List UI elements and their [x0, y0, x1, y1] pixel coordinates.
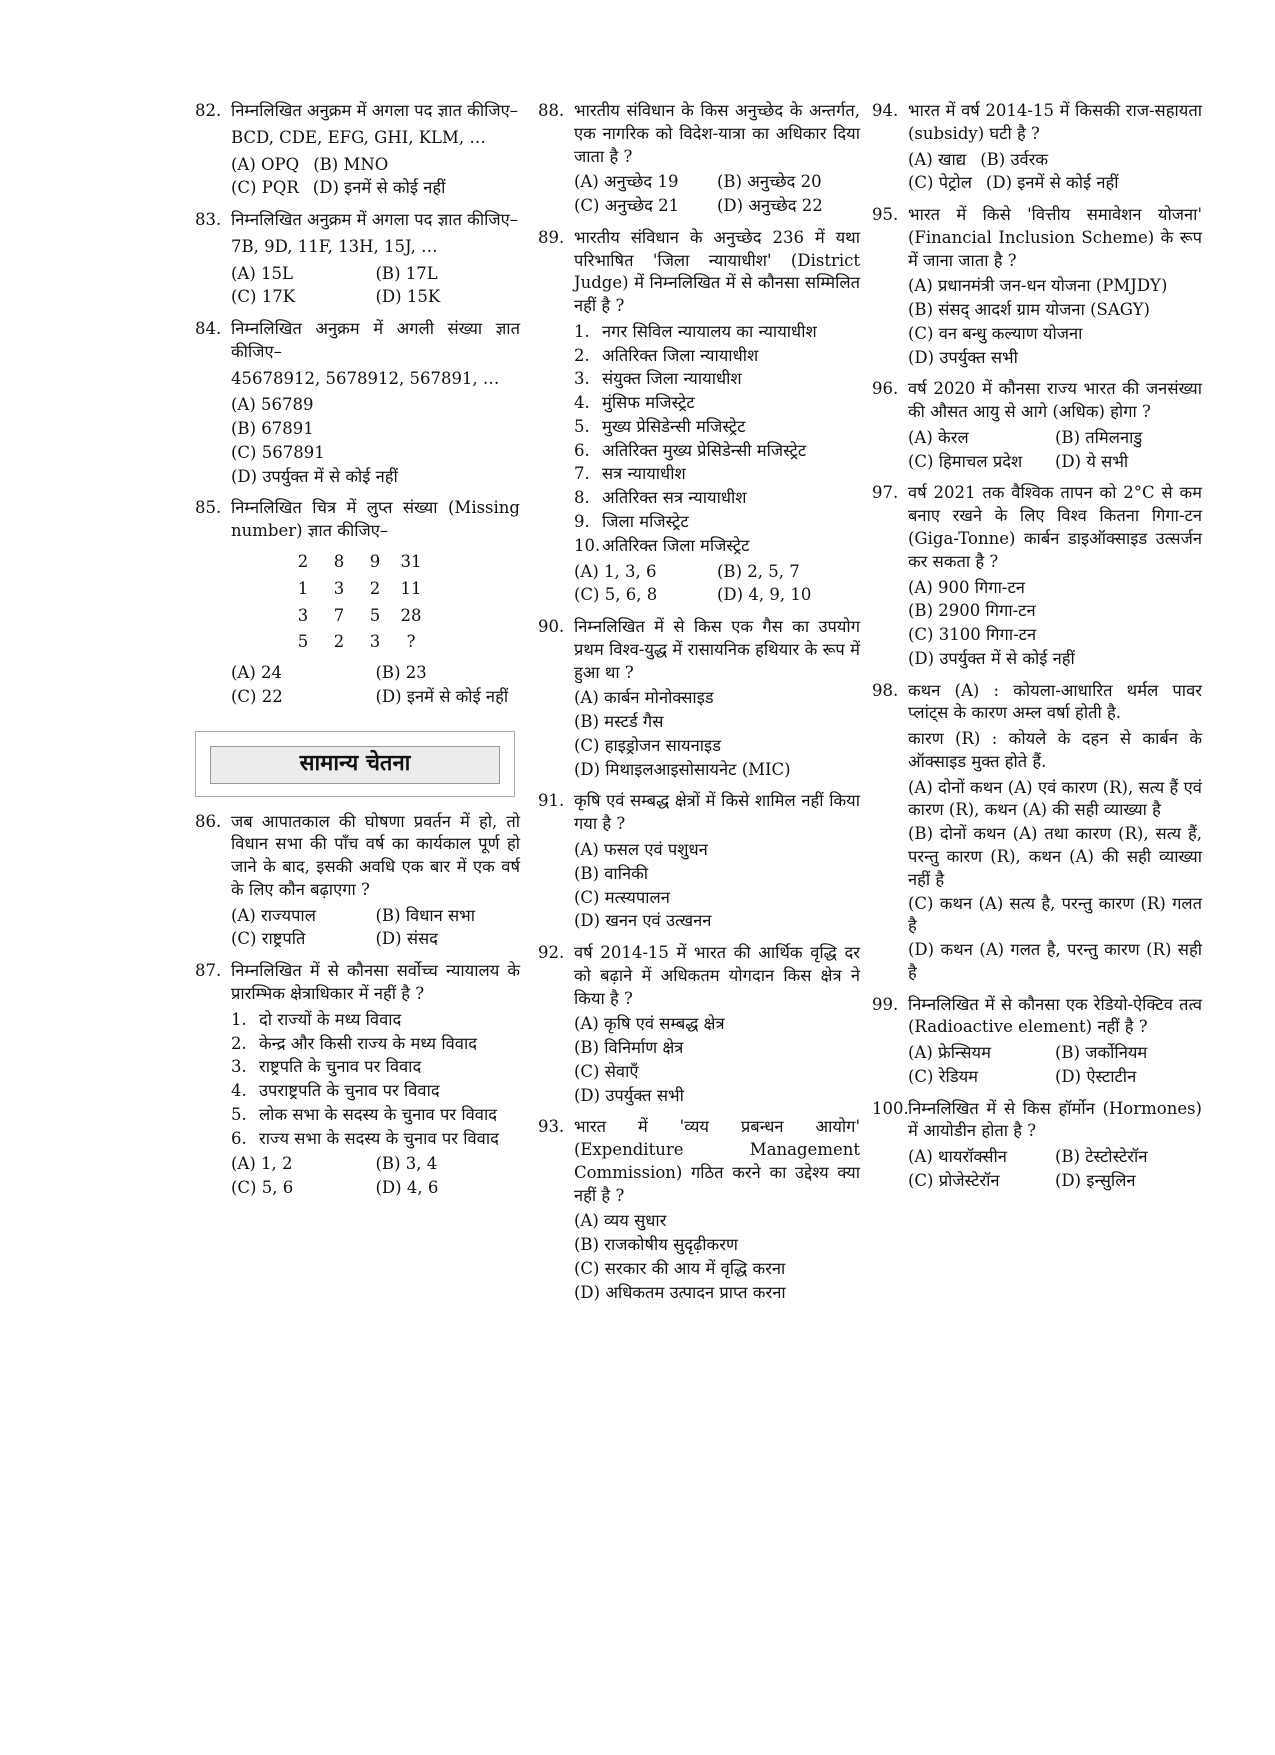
option-d: (D) इनमें से कोई नहीं: [312, 178, 446, 198]
question-95: [872, 204, 1202, 369]
options: [574, 1210, 860, 1304]
options: [231, 154, 520, 201]
question-text: जब आपातकाल की घोषणा प्रवर्तन में हो, तो विधान सभा की पाँच वर्ष का कार्यकाल पूर्ण हो जाने के बाद, इसकी अवधि एक बार में एक वर्ष के लिए कौन बढ़ाएगा ?: [231, 811, 520, 899]
section-heading-box: [195, 731, 515, 797]
question-text: निम्नलिखित में से किस हॉर्मोन (Hormones) में आयोडीन होता है ?: [908, 1098, 1202, 1141]
option-b: (B) विधान सभा: [375, 905, 476, 925]
grid-cell: 9: [369, 552, 381, 572]
column-1: [195, 100, 520, 1209]
question-text: भारत में वर्ष 2014-15 में किसकी राज-सहायता (subsidy) घटी है ?: [908, 101, 1202, 143]
question-93: [538, 1116, 860, 1304]
option-b: (B) उर्वरक: [980, 149, 1049, 169]
option-b: (B) मस्टर्ड गैस: [574, 712, 664, 732]
question-number: 92.: [538, 943, 565, 963]
question-86: [195, 811, 520, 952]
option-a: (A) 56789: [231, 395, 314, 415]
question-number: 85.: [195, 498, 222, 518]
question-text: निम्नलिखित में से किस एक गैस का उपयोग प्रथम विश्व-युद्ध में रासायनिक हथियार के रूप में हुआ था ?: [574, 617, 860, 682]
question-87: [195, 960, 520, 1200]
question-text: वर्ष 2014-15 में भारत की आर्थिक वृद्धि दर को बढ़ाने में अधिकतम योगदान किस क्षेत्र ने किया है ?: [574, 943, 860, 1008]
option-c: (C) रेडियम: [908, 1066, 979, 1086]
option-c: (C) 22: [231, 686, 283, 706]
option-c: (C) वन बन्धु कल्याण योजना: [908, 323, 1083, 343]
question-text: निम्नलिखित अनुक्रम में अगला पद ज्ञात कीजिए–: [231, 101, 519, 120]
question-94: [872, 100, 1202, 195]
option-b: (B) टेस्टोस्टेरॉन: [1055, 1147, 1148, 1167]
list-item: 4. मुंसिफ मजिस्ट्रेट: [574, 393, 695, 413]
option-b: (B) वानिकी: [574, 863, 649, 883]
question-number: 84.: [195, 319, 222, 339]
question-number: 86.: [195, 811, 222, 831]
option-b: (B) 67891: [231, 419, 314, 439]
option-d: (D) इन्सुलिन: [1055, 1170, 1136, 1190]
question-number: 96.: [872, 379, 899, 399]
option-d: (D) उपर्युक्त में से कोई नहीं: [231, 466, 398, 486]
option-b: (B) MNO: [313, 154, 389, 174]
grid-cell: 7: [333, 605, 345, 625]
column-2: [538, 100, 860, 1314]
option-d: (D) ये सभी: [1055, 451, 1129, 471]
option-c: (C) अनुच्छेद 21: [574, 196, 680, 216]
question-text: भारतीय संविधान के अनुच्छेद 236 में यथा परिभाषित 'जिला न्यायाधीश' (District Judge) में निम्नलिखित में से कौनसा सम्मिलित नहीं है ?: [574, 227, 860, 316]
question-98: [872, 680, 1202, 985]
question-number: 89.: [538, 227, 565, 247]
option-d: (D) कथन (A) गलत है, परन्तु कारण (R) सही है: [908, 940, 1202, 982]
option-c: (C) सरकार की आय में वृद्धि करना: [574, 1258, 786, 1278]
list-item: 7. सत्र न्यायाधीश: [574, 464, 686, 484]
question-number: 87.: [195, 961, 222, 981]
options: [231, 263, 520, 310]
option-a: (A) 1, 3, 6: [574, 561, 657, 581]
option-a: (A) 900 गिगा-टन: [908, 577, 1025, 597]
grid-cell: 1: [297, 578, 309, 598]
option-a: (A) राज्यपाल: [231, 905, 316, 925]
number-grid: [285, 549, 429, 656]
question-number: 93.: [538, 1117, 565, 1137]
statement-list: [574, 321, 860, 558]
grid-cell: 5: [369, 605, 381, 625]
question-text: निम्नलिखित में से कौनसा एक रेडियो-ऐक्टिव तत्व (Radioactive element) नहीं है ?: [908, 994, 1202, 1037]
option-c: (C) हिमाचल प्रदेश: [908, 451, 1023, 471]
options: [574, 687, 860, 781]
list-item: 4. उपराष्ट्रपति के चुनाव पर विवाद: [231, 1081, 440, 1101]
grid-cell: 5: [297, 632, 309, 652]
list-item: 3. संयुक्त जिला न्यायाधीश: [574, 369, 742, 389]
question-text: भारत में किसे 'वित्तीय समावेशन योजना' (Financial Inclusion Scheme) के रूप में जाना जाता है ?: [908, 205, 1202, 270]
option-d: (D) उपर्युक्त सभी: [574, 1085, 684, 1105]
list-item: 5. मुख्य प्रेसिडेन्सी मजिस्ट्रेट: [574, 416, 746, 436]
grid-row: [285, 576, 429, 603]
options: [908, 1146, 1202, 1193]
grid-cell: 3: [333, 578, 345, 598]
question-89: [538, 227, 860, 607]
question-text: कृषि एवं सम्बद्ध क्षेत्रों में किसे शामिल नहीं किया गया है ?: [574, 791, 860, 834]
question-number: 97.: [872, 483, 899, 503]
options: [908, 1042, 1202, 1089]
question-text: भारतीय संविधान के किस अनुच्छेद के अन्तर्गत, एक नागरिक को विदेश-यात्रा का अधिकार दिया जाता है ?: [574, 101, 860, 166]
option-a: (A) फ्रेन्सियम: [908, 1043, 991, 1063]
question-number: 95.: [872, 205, 899, 225]
option-b: (B) राजकोषीय सुदृढ़ीकरण: [574, 1235, 738, 1255]
option-b: (B) तमिलनाडु: [1055, 427, 1143, 447]
question-number: 82.: [195, 101, 222, 120]
option-a: (A) थायरॉक्सीन: [908, 1147, 1007, 1167]
option-c: (C) 5, 6: [231, 1178, 294, 1198]
option-d: (D) 4, 6: [375, 1178, 439, 1198]
option-b: (B) 2, 5, 7: [717, 561, 800, 581]
assertion-text: कथन (A) : कोयला-आधारित थर्मल पावर प्लांट्स के कारण अम्ल वर्षा होती है.: [908, 680, 1202, 723]
question-number: 83.: [195, 210, 222, 230]
list-item: 6. अतिरिक्त मुख्य प्रेसिडेन्सी मजिस्ट्रेट: [574, 440, 807, 460]
option-c: (C) PQR: [231, 178, 299, 198]
question-number: 99.: [872, 994, 899, 1014]
question-85: [195, 497, 520, 708]
reason-text: कारण (R) : कोयले के दहन से कार्बन के ऑक्साइड मुक्त होते हैं.: [908, 729, 1202, 771]
option-d: (D) अनुच्छेद 22: [717, 196, 823, 216]
question-text: भारत में 'व्यय प्रबन्धन आयोग' (Expenditure Management Commission) गठित करने का उद्देश्य क्या नहीं है ?: [574, 1117, 860, 1205]
option-c: (C) कथन (A) सत्य है, परन्तु कारण (R) गलत है: [908, 893, 1202, 936]
option-a: (A) 1, 2: [231, 1154, 293, 1174]
option-a: (A) व्यय सुधार: [574, 1211, 667, 1231]
option-c: (C) 3100 गिगा-टन: [908, 625, 1037, 645]
options: [574, 171, 860, 218]
option-d: (D) खनन एवं उत्खनन: [574, 911, 712, 931]
option-a: (A) अनुच्छेद 19: [574, 172, 679, 192]
options: [231, 662, 520, 709]
question-84: [195, 318, 520, 488]
list-item: 8. अतिरिक्त सत्र न्यायाधीश: [574, 488, 747, 508]
question-number: 100.: [872, 1098, 909, 1118]
sequence: 7B, 9D, 11F, 13H, 15J, …: [231, 236, 438, 256]
option-a: (A) प्रधानमंत्री जन-धन योजना (PMJDY): [908, 276, 1168, 296]
options: [908, 275, 1202, 369]
question-82: [195, 100, 520, 200]
option-d: (D) इनमें से कोई नहीं: [985, 173, 1119, 193]
option-d: (D) मिथाइलआइसोसायनेट (MIC): [574, 759, 791, 779]
question-text: निम्नलिखित चित्र में लुप्त संख्या (Missing number) ज्ञात कीजिए–: [231, 498, 520, 541]
option-a: (A) 15L: [231, 263, 293, 283]
option-c: (C) हाइड्रोजन सायनाइड: [574, 735, 721, 755]
list-item: 2. अतिरिक्त जिला न्यायाधीश: [574, 345, 759, 365]
option-a: (A) फसल एवं पशुधन: [574, 839, 708, 859]
question-83: [195, 209, 520, 309]
options: [574, 839, 860, 933]
option-c: (C) 567891: [231, 442, 325, 462]
grid-cell: 3: [369, 632, 381, 652]
option-c: (C) मत्स्यपालन: [574, 887, 670, 907]
question-number: 88.: [538, 101, 565, 120]
option-d: (D) ऐस्टाटीन: [1055, 1066, 1137, 1086]
option-b: (B) 17L: [375, 263, 438, 283]
question-number: 94.: [872, 101, 899, 120]
option-d: (D) इनमें से कोई नहीं: [375, 686, 509, 706]
section-title: सामान्य चेतना: [210, 746, 500, 784]
column-3: [872, 100, 1202, 1202]
statement-list: [231, 1009, 520, 1151]
option-a: (A) दोनों कथन (A) एवं कारण (R), सत्य हैं एवं कारण (R), कथन (A) की सही व्याख्या है: [908, 777, 1202, 820]
question-88: [538, 100, 860, 218]
option-b: (B) 23: [375, 663, 427, 683]
options: [908, 777, 1202, 985]
option-a: (A) कृषि एवं सम्बद्ध क्षेत्र: [574, 1014, 725, 1034]
option-d: (D) अधिकतम उत्पादन प्राप्त करना: [574, 1282, 786, 1302]
options: [908, 427, 1202, 474]
option-b: (B) विनिर्माण क्षेत्र: [574, 1038, 684, 1058]
option-b: (B) जर्कोनियम: [1055, 1043, 1148, 1063]
question-text: वर्ष 2021 तक वैश्विक तापन को 2°C से कम बनाए रखने के लिए विश्व कितना गिगा-टन (Giga-Tonne) कार्बन डाइऑक्साइड उत्सर्जन कर सकता है ?: [908, 483, 1202, 571]
question-90: [538, 616, 860, 781]
question-number: 91.: [538, 791, 565, 811]
option-c: (C) राष्ट्रपति: [231, 929, 306, 949]
grid-cell: 3: [297, 605, 309, 625]
list-item: 6. राज्य सभा के सदस्य के चुनाव पर विवाद: [231, 1128, 499, 1148]
grid-cell: 31: [400, 552, 422, 572]
grid-cell: 2: [369, 578, 381, 598]
option-c: (C) प्रोजेस्टेरॉन: [908, 1170, 1000, 1190]
option-d: (D) 15K: [375, 287, 441, 307]
grid-cell: 28: [400, 605, 422, 625]
list-item: 2. केन्द्र और किसी राज्य के मध्य विवाद: [231, 1033, 478, 1053]
option-d: (D) उपर्युक्त सभी: [908, 347, 1018, 367]
sequence: 45678912, 5678912, 567891, …: [231, 368, 500, 388]
question-number: 90.: [538, 617, 565, 637]
option-b: (B) 2900 गिगा-टन: [908, 601, 1036, 621]
options: [908, 149, 1202, 196]
options: [908, 577, 1202, 671]
grid-row: [285, 549, 429, 576]
option-d: (D) 4, 9, 10: [717, 585, 812, 605]
option-a: (A) OPQ: [231, 154, 300, 174]
grid-cell: 11: [400, 578, 422, 598]
grid-cell: 8: [333, 552, 345, 572]
option-c: (C) सेवाएँ: [574, 1061, 639, 1081]
question-96: [872, 378, 1202, 473]
option-b: (B) 3, 4: [375, 1154, 438, 1174]
question-91: [538, 790, 860, 933]
list-item: 5. लोक सभा के सदस्य के चुनाव पर विवाद: [231, 1104, 497, 1124]
option-c: (C) पेट्रोल: [908, 173, 972, 193]
option-b: (B) अनुच्छेद 20: [717, 172, 822, 192]
option-c: (C) 17K: [231, 287, 296, 307]
grid-row: [285, 603, 429, 630]
sequence: BCD, CDE, EFG, GHI, KLM, …: [231, 127, 486, 147]
question-99: [872, 994, 1202, 1089]
option-a: (A) केरल: [908, 427, 969, 447]
option-b: (B) संसद् आदर्श ग्राम योजना (SAGY): [908, 300, 1150, 320]
question-text: वर्ष 2020 में कौनसा राज्य भारत की जनसंख्या की औसत आयु से आगे (अधिक) होगा ?: [908, 379, 1202, 422]
option-d: (D) संसद: [375, 929, 438, 949]
list-item: 9. जिला मजिस्ट्रेट: [574, 512, 689, 532]
options: [574, 1013, 860, 1107]
options: [231, 905, 520, 952]
option-a: (A) 24: [231, 663, 283, 683]
question-text: निम्नलिखित में से कौनसा सर्वोच्च न्यायालय के प्रारम्भिक क्षेत्राधिकार में नहीं है ?: [231, 961, 520, 1003]
grid-row: [285, 629, 429, 656]
list-item: 1. दो राज्यों के मध्य विवाद: [231, 1009, 402, 1029]
option-a: (A) खाद्य: [908, 149, 967, 169]
question-100: [872, 1098, 1202, 1193]
list-item: 3. राष्ट्रपति के चुनाव पर विवाद: [231, 1057, 422, 1077]
question-92: [538, 942, 860, 1107]
list-item: 10. अतिरिक्त जिला मजिस्ट्रेट: [574, 535, 750, 555]
option-b: (B) दोनों कथन (A) तथा कारण (R), सत्य हैं, परन्तु कारण (R), कथन (A) की सही व्याख्या नहीं है: [908, 824, 1202, 889]
question-text: निम्नलिखित अनुक्रम में अगला पद ज्ञात कीजिए–: [231, 210, 519, 230]
option-a: (A) कार्बन मोनोक्साइड: [574, 688, 714, 708]
options: [231, 1153, 520, 1200]
question-number: 98.: [872, 680, 899, 700]
grid-cell: ?: [406, 632, 416, 652]
list-item: 1. नगर सिविल न्यायालय का न्यायाधीश: [574, 321, 817, 341]
question-text: निम्नलिखित अनुक्रम में अगली संख्या ज्ञात कीजिए–: [231, 319, 520, 361]
grid-cell: 2: [297, 552, 309, 572]
option-c: (C) 5, 6, 8: [574, 585, 658, 605]
grid-cell: 2: [333, 632, 345, 652]
option-d: (D) उपर्युक्त में से कोई नहीं: [908, 648, 1075, 668]
options: [574, 561, 860, 608]
question-97: [872, 482, 1202, 670]
options: [231, 394, 520, 488]
